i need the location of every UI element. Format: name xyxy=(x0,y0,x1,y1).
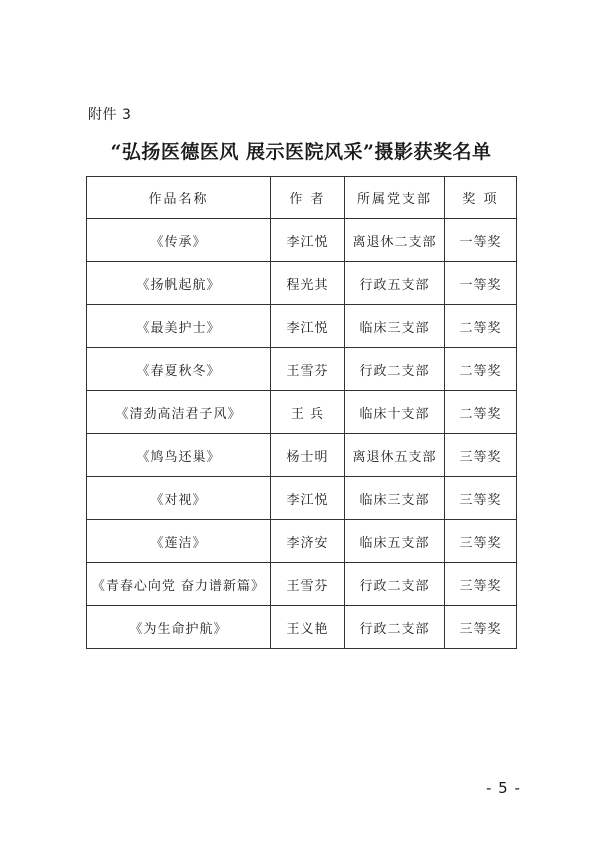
cell-award: 二等奖 xyxy=(445,391,517,434)
cell-branch: 离退休二支部 xyxy=(345,219,445,262)
document-title: “弘扬医德医风 展示医院风采”摄影获奖名单 xyxy=(110,141,492,163)
header-award: 奖 项 xyxy=(445,177,517,219)
cell-work: 《清劲高洁君子风》 xyxy=(87,391,271,434)
table-row xyxy=(87,391,517,434)
table-row xyxy=(87,520,517,563)
cell-author: 李江悦 xyxy=(271,305,345,348)
page-number: - 5 - xyxy=(486,779,521,797)
cell-award: 一等奖 xyxy=(445,219,517,262)
cell-work: 《青春心向党 奋力谱新篇》 xyxy=(87,563,271,606)
cell-work: 《最美护士》 xyxy=(87,305,271,348)
cell-author: 李济安 xyxy=(271,520,345,563)
cell-author: 李江悦 xyxy=(271,477,345,520)
cell-author: 程光其 xyxy=(271,262,345,305)
cell-author: 王雪芬 xyxy=(271,348,345,391)
awards-table xyxy=(86,176,517,649)
table-row xyxy=(87,262,517,305)
cell-award: 二等奖 xyxy=(445,348,517,391)
cell-work: 《对视》 xyxy=(87,477,271,520)
table-header xyxy=(87,177,517,219)
cell-work: 《春夏秋冬》 xyxy=(87,348,271,391)
table-row xyxy=(87,219,517,262)
table-row xyxy=(87,477,517,520)
cell-author: 李江悦 xyxy=(271,219,345,262)
cell-branch: 行政五支部 xyxy=(345,262,445,305)
table-row xyxy=(87,563,517,606)
cell-award: 三等奖 xyxy=(445,606,517,649)
header-work-name: 作品名称 xyxy=(87,177,271,219)
cell-branch: 临床十支部 xyxy=(345,391,445,434)
cell-branch: 离退休五支部 xyxy=(345,434,445,477)
cell-author: 王义艳 xyxy=(271,606,345,649)
header-author: 作 者 xyxy=(271,177,345,219)
cell-work: 《鸠鸟还巢》 xyxy=(87,434,271,477)
cell-branch: 临床三支部 xyxy=(345,477,445,520)
cell-award: 三等奖 xyxy=(445,434,517,477)
cell-branch: 临床五支部 xyxy=(345,520,445,563)
cell-work: 《扬帆起航》 xyxy=(87,262,271,305)
cell-author: 王 兵 xyxy=(271,391,345,434)
header-branch: 所属党支部 xyxy=(345,177,445,219)
attachment-label: 附件 3 xyxy=(88,107,132,123)
cell-branch: 行政二支部 xyxy=(345,606,445,649)
cell-work: 《为生命护航》 xyxy=(87,606,271,649)
cell-branch: 行政二支部 xyxy=(345,348,445,391)
cell-work: 《传承》 xyxy=(87,219,271,262)
cell-award: 三等奖 xyxy=(445,477,517,520)
cell-award: 三等奖 xyxy=(445,563,517,606)
table-row xyxy=(87,305,517,348)
cell-branch: 行政二支部 xyxy=(345,563,445,606)
cell-author: 杨士明 xyxy=(271,434,345,477)
cell-award: 二等奖 xyxy=(445,305,517,348)
cell-branch: 临床三支部 xyxy=(345,305,445,348)
cell-work: 《莲洁》 xyxy=(87,520,271,563)
table-row xyxy=(87,606,517,649)
header-row xyxy=(87,177,517,219)
table-row xyxy=(87,348,517,391)
cell-award: 三等奖 xyxy=(445,520,517,563)
cell-award: 一等奖 xyxy=(445,262,517,305)
table-row xyxy=(87,434,517,477)
cell-author: 王雪芬 xyxy=(271,563,345,606)
table-body xyxy=(87,219,517,649)
